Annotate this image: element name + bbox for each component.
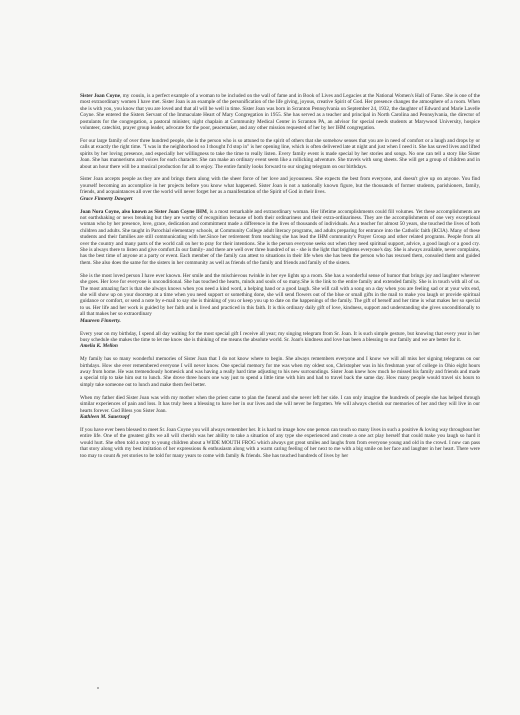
- paragraph-7: [80, 356, 480, 388]
- paragraph-body: Sister Joan accepts people as they are and brings them along with the sheer force of her love and joyousness. She expects the best from everyone, and doesn't give up on anyone. You find yourself becoming an accomplice in her projects before you know what happened. Sister Joan is not a nationally known figure, but the thousands of former students, parishioners, family, friends, and acquaintances all over the world will never forget her as a manifestation of the Spirit of God in their lives.: [80, 176, 480, 196]
- paragraph-body: My family has so many wonderful memories of Sister Joan that I do not know where to begin. She always remembers everyone and I know we will all miss her signing telegrams on our birthdays. How she ever remembered everyone I will never know. One special memory for me was when my oldest son, Christopher was in his freshman year of college in Ohio eight hours away from home. He was tremendously homesick and was having a really hard time adjusting to his new surroundings. Sister Joan knew how much he missed his family and friends and made a special trip to take him out to lunch. She drove three hours one way just to spend a little time with him and had to travel back the same day. How many people would travel six hours to simply take someone out to lunch and make them feel better.: [80, 356, 480, 388]
- paragraph-body: If you have ever been blessed to meet Sr. Joan Coyne you will always remember her. It is hard to image how one person can touch so many lives in such a positive & loving way throughout her entire life. One of the greatest gifts we all will cherish was her ability to take a situation of any type she experienced and create a one act play herself that could make you laugh so hard it would hurt. She often told a story to young children about a WIDE MOUTH FROG which always got great smiles and laughs from from everyone young and old in the crowd. I now can pass that story along with my best imitation of her expressions & enthusiasm along with a warm caring feeling of her next to me with a big smile on her face and laughter in her heart. There were too may to count & yet stories to be told for many years to come with family & friends. She has touched hundreds of lives by her: [80, 426, 480, 459]
- paragraph-body: , my cousin, is a perfect example of a woman to be included on the wall of fame and in Book of Lives and Legacies at the National Women's Hall of Fame. She is one of the most extraordinary women I have met. Sister Joan is an example of the personification of the life giving, joyous, creative Spirit of God. Her presence changes the atmosphere of a room. When she is with you, you know that you are loved and that all will be well in time. Sister Joan was born in Scranton Pennsylvania on September 24, 1932, the daughter of Edward and Marie Lavelle Coyne. She entered the Sisters Servant of the Immaculate Heart of Mary Congregation in 1955. She has served as a teacher and principal in North Carolina and Pennsylvania, the director of postulants for the congregation, a pastoral minister, night chaplain at Community Medical Center in Scranton PA, an advisor for special needs students at Marywood University, hospice volunteer, catechist, prayer group leader, advocate for the poor, peacemaker, and any other mission requested of her by her IHM congregation.: [80, 93, 481, 132]
- signature: Grace Finnerty Dawgert: [80, 195, 133, 202]
- paragraph-3: [80, 176, 480, 202]
- paragraph-2: [80, 138, 480, 170]
- paragraph-body: When my father died Sister Joan was with my mother when the priest came to plan the funeral and she never left her side. I can only imagine the hundreds of people she has helped through similar experiences of pain and loss. It has truly been a blessing to have her in our lives and she will never be forgotten. We will always cherish our memories of her and they will live in our hearts forever. God Bless you Sister Joan.: [80, 394, 480, 414]
- paragraph-6: [80, 331, 480, 350]
- paragraph-8: [80, 395, 480, 421]
- paragraph-body: For our large family of over three hundred people, she is the person who is so attuned to the spirit of others that she somehow senses that you are in need of comfort or a laugh and drops by or calls at exactly the right time. "I was in the neighborhood so I thought I'd stop in" is her opening line, which is often delivered late at night and just when I need it. She has saved lives and lifted spirits by her loving presence, and especially her willingness to take the time to really listen. Every family event is made special by her stories and songs. No one can tell a story like Sister Joan. She has mannerisms and voices for each character. She can make an ordinary event seem like a rollicking adventure. She travels with song sheets. She will get a group of children and in about an hour there will be a musical production for all to enjoy. The entire family looks forward to our singing telegram on our birthdays.: [80, 137, 480, 170]
- paragraph-5: [80, 273, 480, 324]
- paragraph-lead: Joan Nora Coyne, also known as Sister Joan Coyne IHM: [80, 208, 207, 215]
- signature: Amelia K. Mellon: [80, 343, 118, 350]
- paragraph-lead: Sister Joan Coyne: [80, 93, 121, 99]
- paragraph-4: [80, 209, 480, 267]
- signature: Maureen Finnerty.: [80, 317, 121, 324]
- paragraph-body: , is a most remarkable and extraordinary woman. Her lifetime accomplishments could fill volumes. Yet these accomplishments are not earthshaking or news breaking but they are worthy of recognition because of both their ordinariness and their extra-ordinariness. They are the accomplishments of one very exceptional woman who by her presence, love, grace, dedication and commitment made a difference in the lives of thousands of individuals. As a teacher for almost 50 years, she touched the lives of both children and adults. She taught in Parochial elementary schools, at Community College adult literacy programs, and adults preparing for entrance into the Catholic faith (RCIA). Many of these students and their families are still communicating with her.Since her retirement from teaching she has lead the IHM community's Prayer Group and other related programs. People from all over the country and many parts of the world call on her to pray for their intentions. She is the person everyone seeks out when they need spiritual support, advice, a good laugh or a good cry. She is always there to listen and give comfort.In our family- and there are well over three hundred of us - she is the light that brightens everyone's day. She is always available, never complains, has the best time of anyone at a party or event. Each member of the family can attest to situations in their life when she has been the person who has rescued them, consoled them and guided them. She also does the same for the sisters in her community as well as friends of the family and friends and family of the sisters.: [80, 208, 480, 266]
- scan-speck: [97, 687, 99, 689]
- paragraph-body: Every year on my birthday, I spend all day waiting for the most special gift I receive all year; my singing telegram from Sr. Joan. It is such simple gesture, but knowing that every year in her busy schedule she makes the time to let me know she is thinking of me means the absolute world. Sr. Joan's kindness and love has been a blessing to our family and we are better for it.: [80, 330, 480, 343]
- paragraph-body: She is the most loved person I have ever known. Her smile and the mischievous twinkle in her eye lights up a room. She has a wonderful sense of humor that brings joy and laughter wherever she goes. Her love for everyone is unconditional. She has touched the hearts, minds and souls of so many.She is the link to the entire family and extended family. She is in touch with all of us. The most amazing fact is that she always knows when you need a kind word, a helping hand or a good laugh. She will call with a song on a day when you are feeling sad or at your wits end, she will show up on your doorstep at a time when you need support or something done, she will send flowers out of the blue or small gifts in the mail to make you laugh or provide spiritual guidance or comfort, or send a note by e-mail to say she is thinking of you or keep you up to date on the happenings of the family. The gift of herself and her time is what makes her so special to us. Her life and her work is guided by her faith and is lived and practiced in this faith. It is this ordinary daily gift of love, kindness, support and understanding she gives unconditionally to all that makes her so extraordinary: [80, 272, 480, 318]
- paragraph-9: [80, 427, 480, 459]
- signature: Kathleen M. Sauerzopf: [80, 413, 130, 420]
- paragraph-1: [80, 93, 480, 131]
